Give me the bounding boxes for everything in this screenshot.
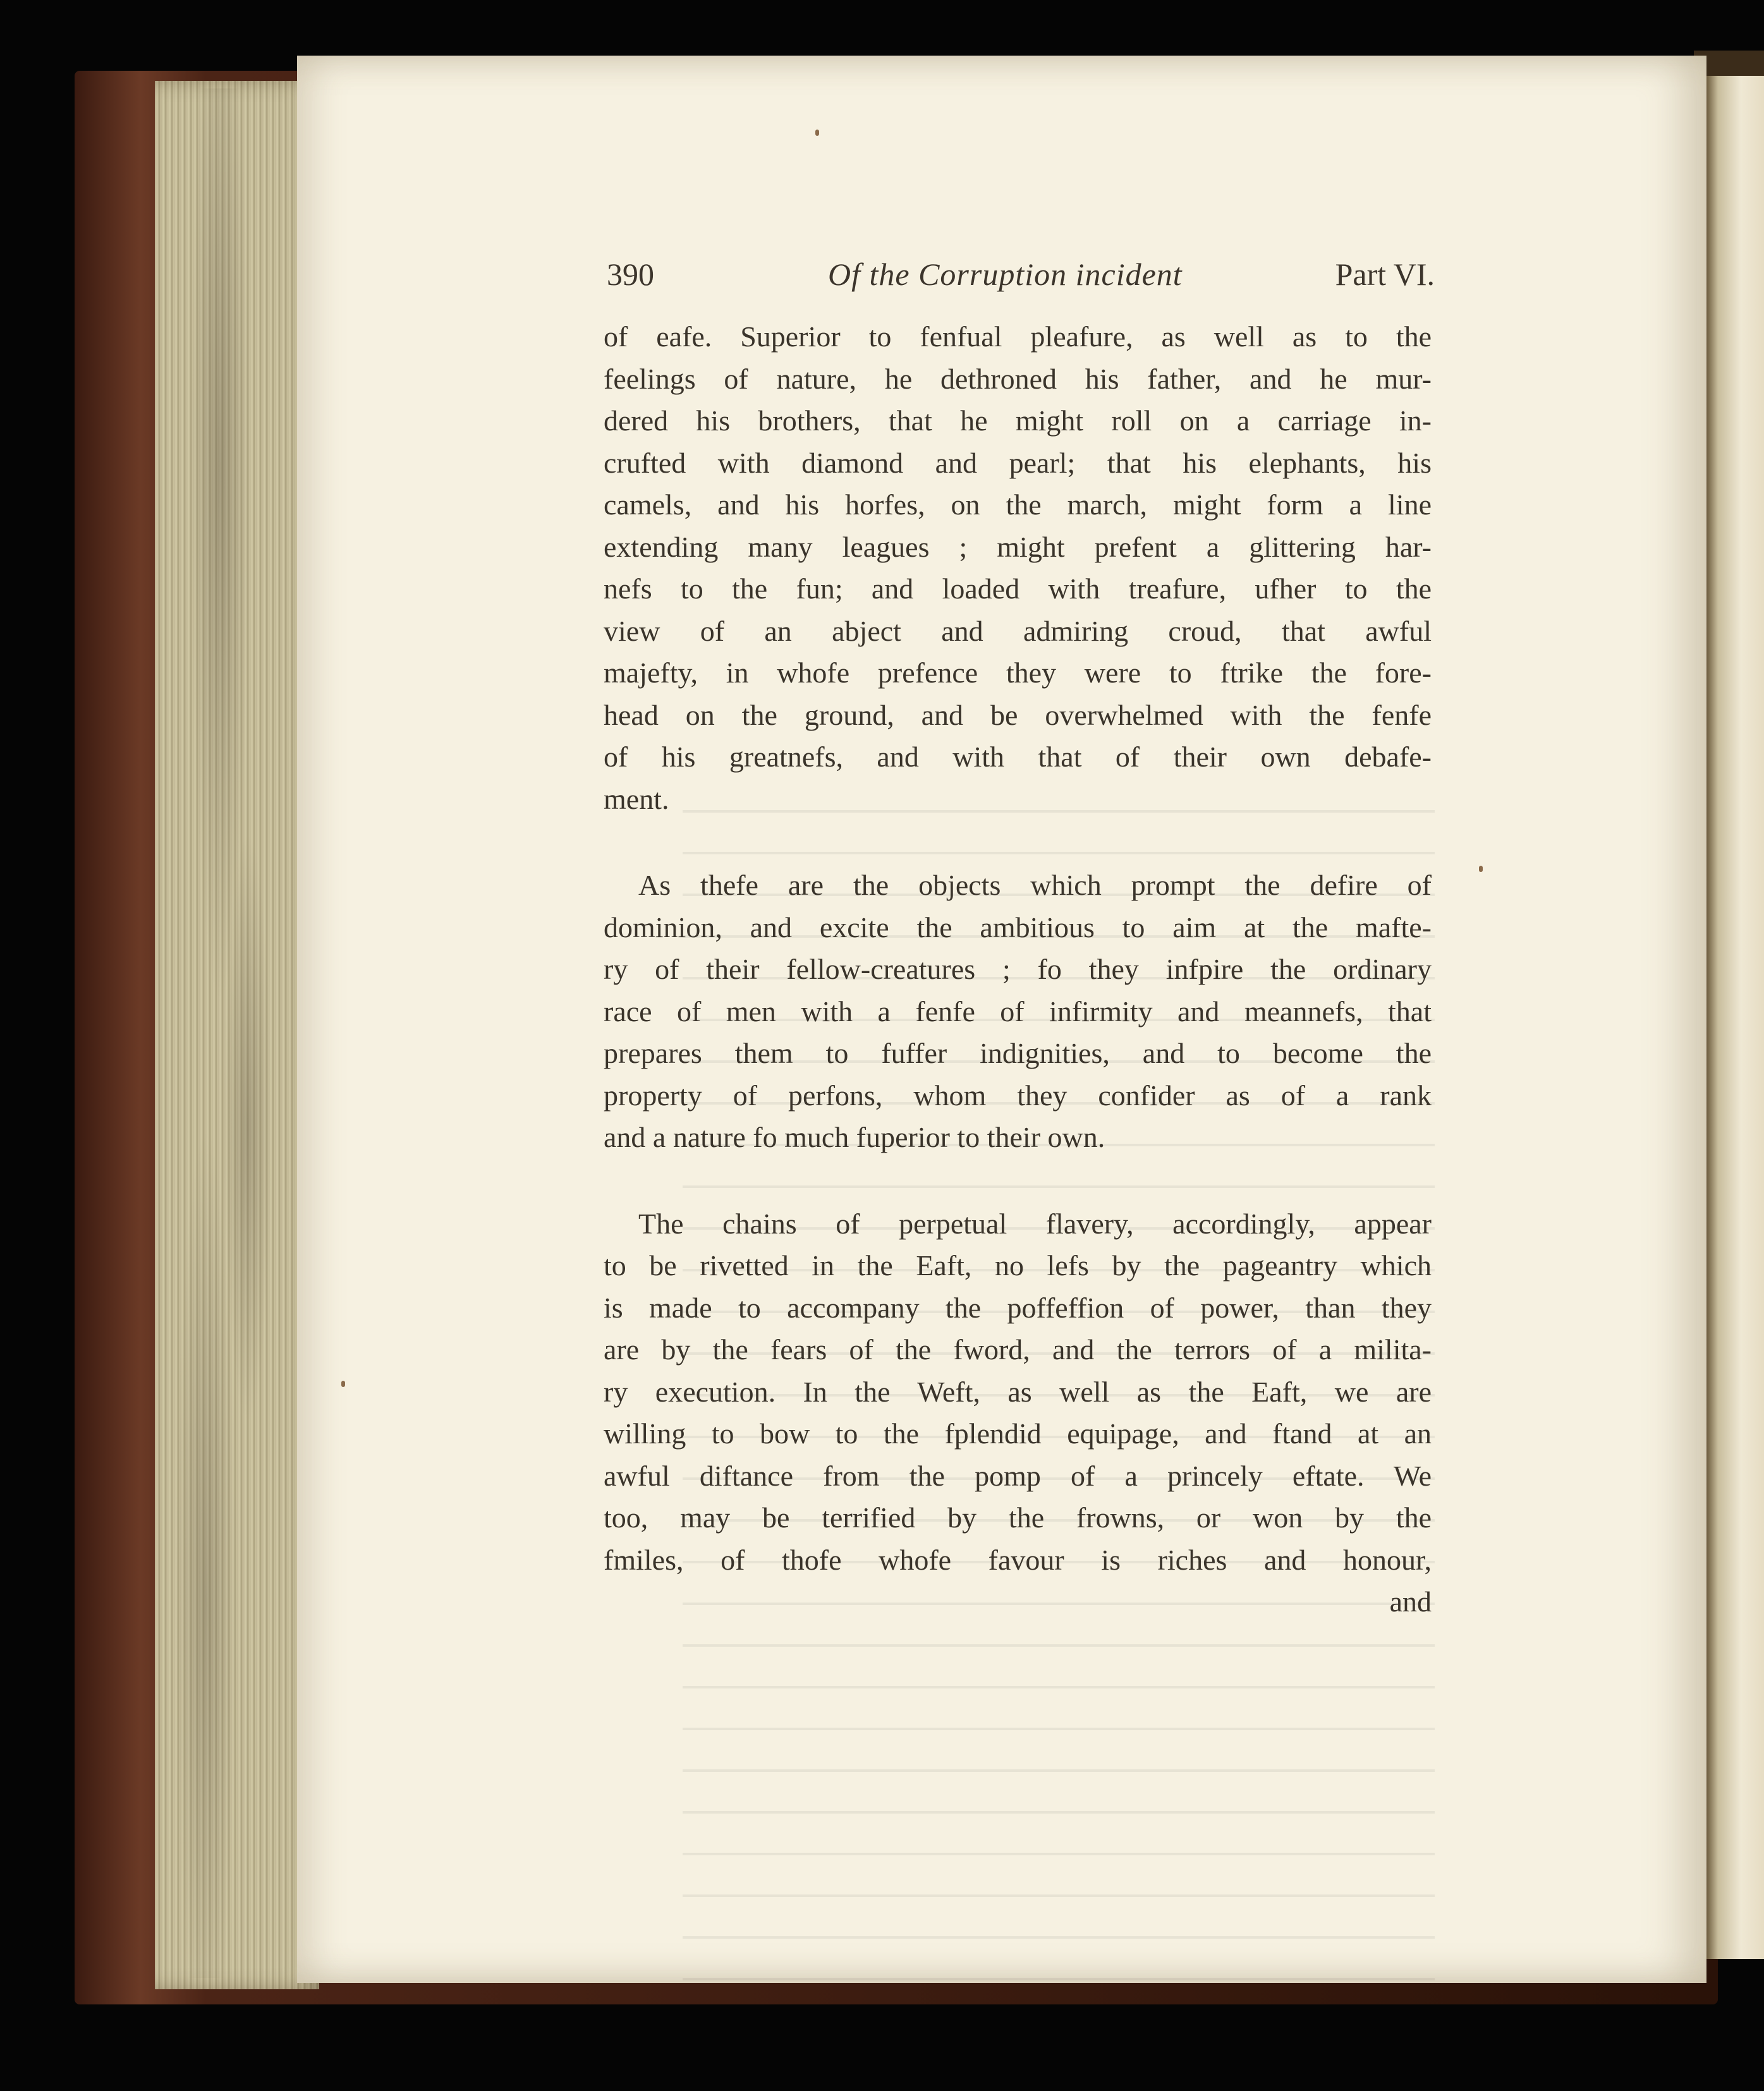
paper-speck	[1479, 866, 1483, 872]
text-line: crufted with diamond and pearl; that his elephants, his	[604, 446, 1432, 479]
text-line: majefty, in whofe prefence they were to ftrike the fore-	[604, 657, 1432, 689]
paragraph-gap	[604, 820, 1432, 864]
text-line: camels, and his horfes, on the march, might form a line	[604, 488, 1432, 521]
text-line: ry of their fellow-creatures ; fo they infpire the ordinary	[604, 953, 1432, 985]
text-line: ment.	[604, 782, 669, 815]
text-line: is made to accompany the poffeffion of power, than they	[604, 1291, 1432, 1324]
text-line: of his greatnefs, and with that of their own debafe-	[604, 741, 1432, 773]
page-number: 390	[607, 257, 654, 292]
text-line: race of men with a fenfe of infirmity and meannefs, that	[604, 995, 1432, 1027]
text-line: fmiles, of thofe whofe favour is riches and honour,	[604, 1543, 1432, 1576]
text-line: prepares them to fuffer indignities, and to become the	[604, 1037, 1432, 1069]
text-line: feelings of nature, he dethroned his father, and he mur-	[604, 362, 1432, 395]
paper-speck	[341, 1381, 345, 1387]
text-line: of eafe. Superior to fenfual pleafure, as well as to the	[604, 320, 1432, 353]
paragraph-gap	[604, 1159, 1432, 1203]
text-line: head on the ground, and be overwhelmed with the fenfe	[604, 698, 1432, 731]
text-line: too, may be terrified by the frowns, or won by the	[604, 1501, 1432, 1534]
body-text	[604, 316, 1432, 1623]
text-line: As thefe are the objects which prompt the defire of	[638, 869, 1432, 901]
text-line: ry execution. In the Weft, as well as the Eaft, we are	[604, 1375, 1432, 1408]
text-line: The chains of perpetual flavery, accordingly, appear	[638, 1207, 1432, 1240]
text-line: dominion, and excite the ambitious to aim at the mafte-	[604, 911, 1432, 943]
text-line: property of perfons, whom they confider as of a rank	[604, 1079, 1432, 1112]
text-line: nefs to the fun; and loaded with treafure, ufher to the	[604, 573, 1432, 605]
text-line: awful diftance from the pomp of a princely eftate. We	[604, 1459, 1432, 1492]
running-title: Of the Corruption incident	[828, 257, 1183, 292]
facing-page-edge	[1706, 76, 1764, 1959]
text-line: are by the fears of the fword, and the terrors of a milita-	[604, 1333, 1432, 1366]
page-edge-stains	[164, 88, 303, 1978]
text-line: extending many leagues ; might prefent a glittering har-	[604, 530, 1432, 563]
text-line: to be rivetted in the Eaft, no lefs by the pageantry which	[604, 1249, 1432, 1282]
text-line: and a nature fo much fuperior to their own.	[604, 1121, 1105, 1153]
text-line: willing to bow to the fplendid equipage, and ftand at an	[604, 1417, 1432, 1450]
paper-speck	[815, 130, 819, 136]
part-label: Part VI.	[1335, 257, 1435, 292]
text-line: and	[1389, 1585, 1432, 1618]
text-line: dered his brothers, that he might roll on a carriage in-	[604, 404, 1432, 437]
page-header	[607, 256, 1435, 300]
text-line: view of an abject and admiring croud, that awful	[604, 614, 1432, 647]
